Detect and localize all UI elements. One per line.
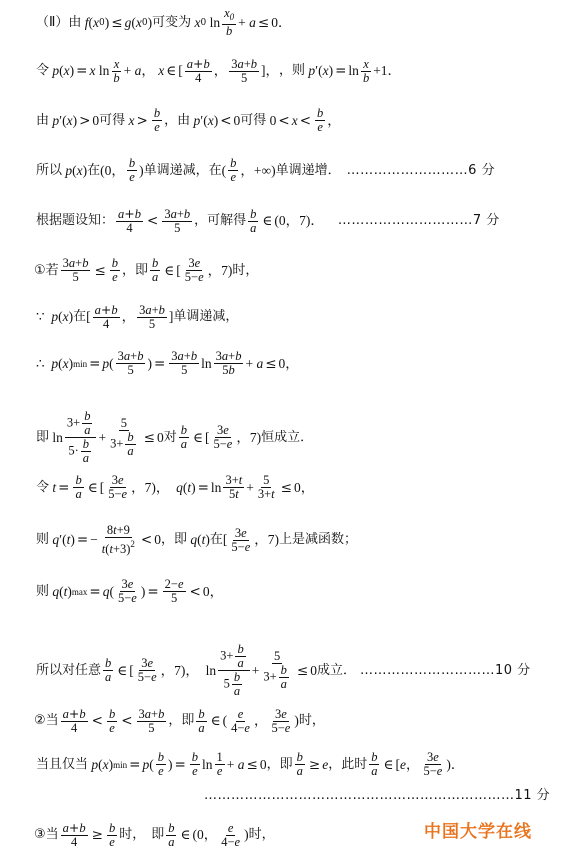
line-therefore-min: ∴ p ( x ) min = p ( $\frac{3a+b}{5}$ ) = $\frac{3a+b}{5}$ ln $\frac{3a+b}{5b}$ + a ≤ 0， — [36, 349, 299, 377]
part-label: （Ⅱ）由 — [36, 14, 82, 30]
line-monotonic: 所以 p ( x ) 在 (0， $\frac{b}{e}$ ) 单调递减，在 ( $\frac{b}{e}$ ，+∞) 单调递增． ………………………6 分 — [36, 156, 496, 184]
line-case-1: ①若 $\frac{3a+b}{5}$ ≤ $\frac{b}{e}$ ，即 $\frac{b}{a}$ ∈ [ $\frac{3e}{5-e}$ ，7) 时， — [34, 256, 259, 284]
line-condition: 根据题设知： $\frac{a+b}{4}$ < $\frac{3a+b}{5}$ ，可解得 $\frac{b}{a}$ ∈ (0，7)． …………………………7 分 — [36, 206, 500, 235]
transform-text: 可变为 — [152, 14, 192, 30]
line-part-ii: （Ⅱ）由 f ( x 0 ) ≤ g ( x 0 ) 可变为 x 0 ln $\frac{x_0}{b}$ + a ≤ 0． — [36, 6, 292, 38]
score-10: …………………………10 分 — [359, 662, 531, 678]
line-iff: 当且仅当 p ( x ) min = p ( $\frac{b}{e}$ ) = $\frac{b}{e}$ ln $\frac{1}{e}$ + a ≤ 0 ，即 $\frac{b}{a}$ ≥ e ，此时 $\frac{b}{a}$ ∈ [ e ， $\frac{3e}{5-e}$ )． — [36, 750, 465, 778]
score-7: …………………………7 分 — [337, 213, 500, 228]
line-for-all: 所以对任意 $\frac{b}{a}$ ∈ [ $\frac{3e}{5-e}$ ，7)， ln 3+ $\frac{b}{a}$ 5 $\frac{b}{a}$ + 5 3+ $\frac{b}{a}$ ≤ 0 成立． …………………………10 分 — [36, 642, 531, 698]
line-case-3: ③当 $\frac{a+b}{4}$ ≥ $\frac{b}{e}$ 时， 即 $\frac{b}{a}$ ∈ (0， $\frac{e}{4-e}$ ) 时， — [34, 820, 275, 849]
line-inequality-ba: 即 ln 3+ $\frac{b}{a}$ 5· $\frac{b}{a}$ + 5 3+ $\frac{b}{a}$ ≤ 0 对 $\frac{b}{a}$ ∈ [ $\frac{3e}{5-e}$ ，7) 恒成立． — [36, 409, 314, 465]
score-6: ………………………6 分 — [346, 162, 496, 178]
line-substitute-t: 令 t = $\frac{b}{a}$ ∈ [ $\frac{3e}{5-e}$ ，7)， q ( t ) = ln $\frac{3+t}{5t}$ + $\frac{5}{3+t}$ ≤ 0， — [36, 473, 315, 501]
line-define-p: 令 p ( x ) = x ln $\frac{x}{b}$ + a ， x ∈ [ $\frac{a+b}{4}$ ， $\frac{3a+b}{5}$ ]， ，则 p ′( x ) = ln $\frac{x}{b}$ +1． — [36, 56, 402, 85]
line-case-2: ②当 $\frac{a+b}{4}$ < $\frac{b}{e}$ < $\frac{3a+b}{5}$ ，即 $\frac{b}{a}$ ∈ ( $\frac{e}{4-e}$ ， $\frac{3e}{5-e}$ ) 时， — [34, 706, 325, 735]
line-derivative-sign: 由 p ′( x ) > 0 可得 x > $\frac{b}{e}$ ，由 p ′( x ) < 0 可得 0 < x < $\frac{b}{e}$ ， — [36, 106, 341, 134]
line-because: ∵ p ( x ) 在 [ $\frac{a+b}{4}$ ， $\frac{3a+b}{5}$ ] 单调递减， — [36, 302, 239, 331]
watermark-logo: 中国大学在线 — [424, 822, 532, 842]
score-11: ……………………………………………………………11 分 — [204, 788, 551, 803]
line-score-11 — [204, 788, 550, 804]
line-q-max: 则 q ( t ) max = q ( $\frac{3e}{5-e}$ ) = $\frac{2-e}{5}$ < 0， — [36, 577, 224, 605]
line-q-derivative: 则 q ′( t ) = − $\frac{8t+9}{t(t+3)^2}$ < 0 ，即 q ( t ) 在 [ $\frac{3e}{5-e}$ ，7) 上是减函数； — [36, 523, 358, 556]
